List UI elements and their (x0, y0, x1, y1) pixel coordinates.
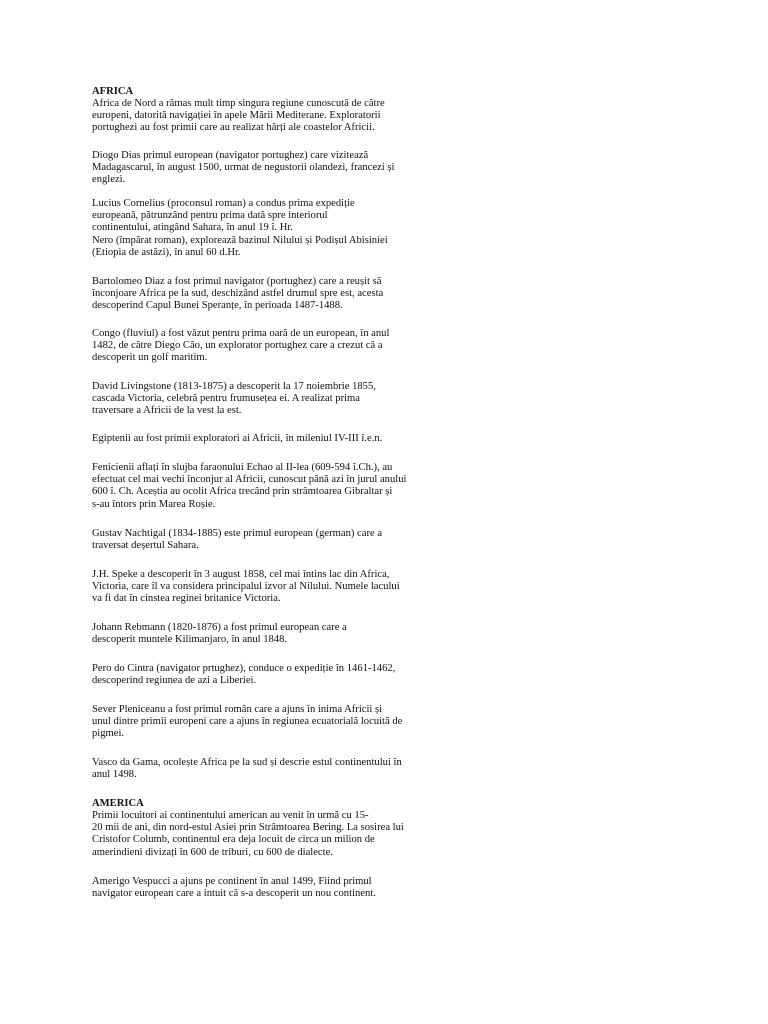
paragraph (92, 528, 382, 552)
text-line: anul 1498. (92, 769, 137, 781)
text-line: Sever Pleniceanu a fost primul român care a ajuns în inima Africii și (92, 704, 383, 715)
text-line: europeană, pătrunzând pentru prima dată spre interiorul (92, 210, 328, 222)
paragraph (92, 810, 404, 859)
paragraph (92, 150, 394, 187)
text-line: descoperind regiunea de azi a Liberiei. (92, 675, 257, 687)
text-line: cascada Victoria, celebră pentru frumusețea ei. A realizat prima (92, 393, 360, 405)
paragraph (92, 876, 376, 900)
text-line: Diogo Dias primul european (navigator portughez) care vizitează (92, 150, 369, 161)
paragraph (92, 622, 347, 646)
text-line: unul dintre primii europeni care a ajuns în regiunea ecuatorială locuită de (92, 716, 403, 728)
text-line: 1482, de către Diego Cão, un explorator portughez care a crezut că a (92, 340, 383, 352)
section-heading-africa: AFRICA (92, 86, 134, 97)
paragraph (92, 569, 400, 606)
paragraph (92, 198, 388, 259)
text-line: traversare a Africii de la vest la est. (92, 405, 242, 417)
text-line: Madagascarul, în august 1500, urmat de negustorii olandezi, francezi și (92, 162, 395, 174)
text-line: Nero (împărat roman), explorează bazinul Nilului și Podișul Abisiniei (92, 234, 388, 246)
text-line: Egiptenii au fost primii exploratori ai Africii, în mileniul IV-III î.e.n. (92, 433, 383, 444)
text-line: David Livingstone (1813-1875) a descoperit la 17 noiembrie 1855, (92, 381, 376, 392)
text-line: Gustav Nachtigal (1834-1885) este primul european (german) care a (92, 528, 383, 539)
text-line: Pero do Cintra (navigator prtughez), conduce o expediție în 1461-1462, (92, 663, 396, 674)
paragraph (92, 381, 376, 418)
text-line: descoperit un golf maritim. (92, 352, 208, 364)
text-line: va fi dat în cinstea reginei britanice Victoria. (92, 593, 281, 605)
text-line: Lucius Cornelius (proconsul roman) a condus prima expediție (92, 198, 355, 209)
text-line: Bartolomeo Diaz a fost primul navigator (portughez) care a reușit să (92, 276, 382, 287)
text-line: descoperind Capul Bunei Speranțe, în perioada 1487-1488. (92, 300, 343, 312)
section-heading-america: AMERICA (92, 798, 144, 809)
text-line: traversat deșertul Sahara. (92, 540, 199, 552)
text-line: 600 î. Ch. Aceștia au ocolit Africa trecând prin strâmtoarea Gibraltar și (92, 486, 393, 498)
text-line: portughezi au fost primii care au realizat hărți ale coastelor Africii. (92, 122, 375, 134)
text-line: europeni, datorită navigației în apele Mării Mediterane. Exploratorii (92, 110, 381, 122)
text-line: Primii locuitori ai continentului american au venit în urmă cu 15- (92, 810, 369, 821)
paragraph (92, 433, 382, 445)
text-line: efectuat cel mai vechi înconjur al Africii, cunoscut până azi în jurul anului (92, 474, 407, 486)
text-line: Johann Rebmann (1820-1876) a fost primul european care a (92, 622, 347, 633)
text-line: Fenicienii aflați în slujba faraonului Echao al II-lea (609-594 î.Ch.), au (92, 462, 393, 473)
paragraph (92, 276, 383, 313)
text-line: descoperit muntele Kilimanjaro, în anul 1848. (92, 634, 288, 646)
paragraph (92, 757, 402, 781)
text-line: (Etiopia de astăzi), în anul 60 d.Hr. (92, 246, 241, 258)
paragraph (92, 328, 389, 365)
text-line: Congo (fluviul) a fost văzut pentru prima oară de un european, în anul (92, 328, 390, 339)
text-line: Victoria, care îl va considera principalul izvor al Nilului. Numele lacului (92, 581, 400, 593)
text-line: s-au întors prin Marea Roșie. (92, 498, 216, 510)
text-line: amerindieni divizați în 600 de triburi, cu 600 de dialecte. (92, 846, 333, 858)
text-line: pigmei. (92, 728, 125, 740)
paragraph (92, 98, 385, 135)
text-line: navigator european care a intuit că s-a descoperit un nou continent. (92, 888, 376, 900)
text-line: J.H. Speke a descoperit în 3 august 1858, cel mai întins lac din Africa, (92, 569, 390, 580)
text-line: Vasco da Gama, ocolește Africa pe la sud și descrie estul continentului în (92, 757, 402, 768)
text-line: Amerigo Vespucci a ajuns pe continent în anul 1499, Fiind primul (92, 876, 372, 887)
paragraph (92, 462, 406, 511)
text-line: 20 mii de ani, din nord-estul Asiei prin Strâmtoarea Bering. La sosirea lui (92, 822, 404, 834)
paragraph (92, 663, 395, 687)
text-line: continentului, atingând Sahara, în anul 19 î. Hr. (92, 222, 293, 234)
text-line: Cristofor Columb, continentul era deja locuit de circa un milion de (92, 834, 375, 846)
paragraph (92, 704, 402, 741)
text-line: înconjoare Africa pe la sud, deschizând astfel drumul spre est, acesta (92, 288, 384, 300)
text-line: englezi. (92, 174, 126, 186)
text-line: Africa de Nord a rămas mult timp singura regiune cunoscută de către (92, 98, 385, 109)
